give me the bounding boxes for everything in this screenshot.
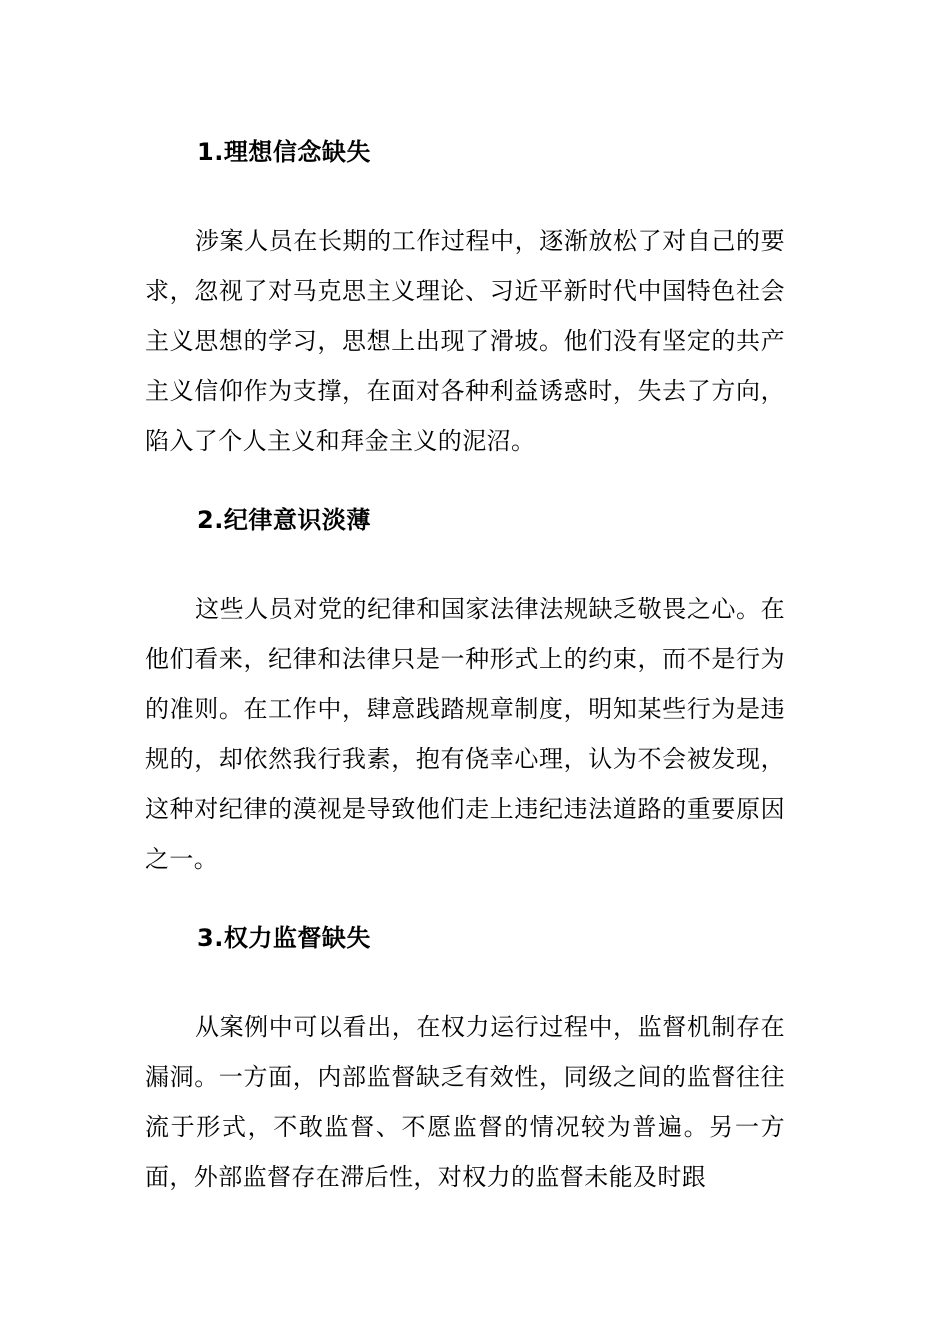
section-paragraph-2: 这些人员对党的纪律和国家法律法规缺乏敬畏之心。在他们看来，纪律和法律只是一种形式上的约束，而不是行为的准则。在工作中，肆意践踏规章制度，明知某些行为是违规的，却依然我行我素，抱有侥幸心理，认为不会被发现，这种对纪律的漠视是导致他们走上违纪违法道路的重要原因之一。 <box>145 595 785 873</box>
section-heading-3: 3.权力监督缺失 <box>197 924 371 952</box>
section-paragraph-1: 涉案人员在长期的工作过程中，逐渐放松了对自己的要求，忽视了对马克思主义理论、习近平新时代中国特色社会主义思想的学习，思想上出现了滑坡。他们没有坚定的共产主义信仰作为支撑，在面对各种利益诱惑时，失去了方向，陷入了个人主义和拜金主义的泥沼。 <box>145 227 785 455</box>
section-heading-1: 1.理想信念缺失 <box>197 138 371 166</box>
document-body <box>145 132 785 1236</box>
section-heading-2: 2.纪律意识淡薄 <box>197 506 371 534</box>
section-paragraph-3: 从案例中可以看出，在权力运行过程中，监督机制存在漏洞。一方面，内部监督缺乏有效性，同级之间的监督往往流于形式，不敢监督、不愿监督的情况较为普遍。另一方面，外部监督存在滞后性，对权力的监督未能及时跟 <box>145 1013 785 1191</box>
